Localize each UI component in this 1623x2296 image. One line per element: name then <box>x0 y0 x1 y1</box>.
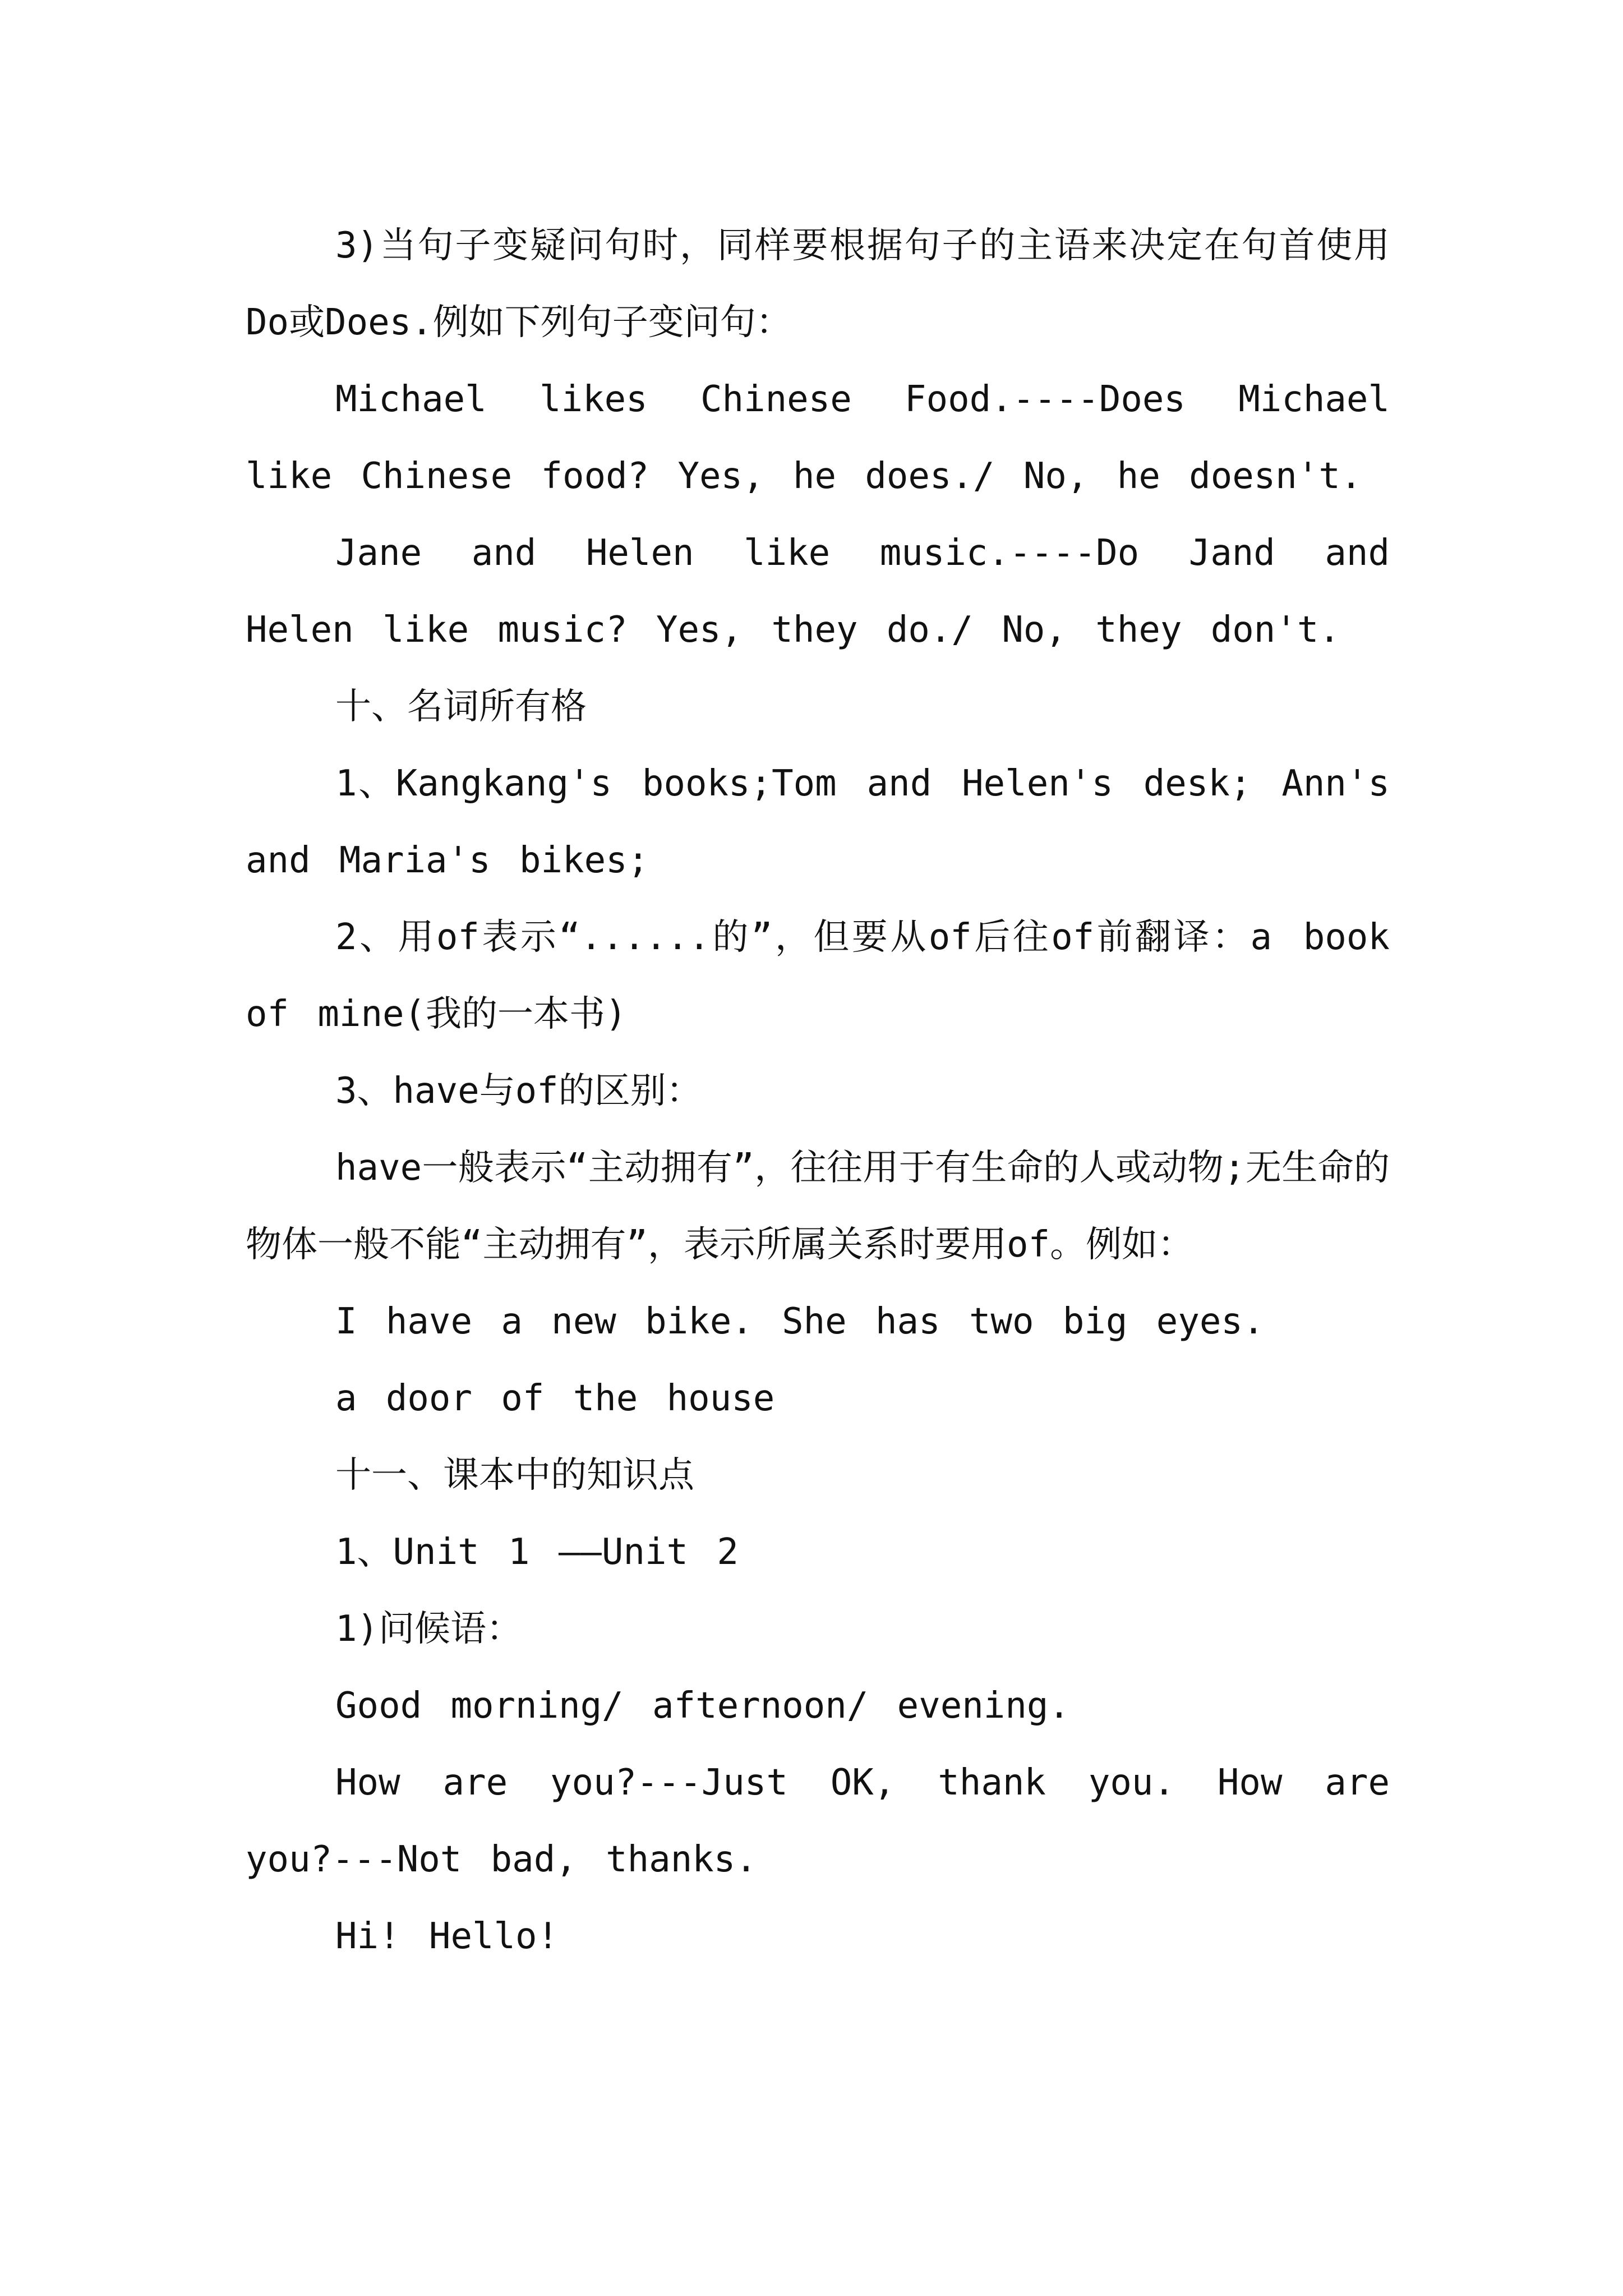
paragraph-how-are-you: How are you?---Just OK, thank you. How are you?---Not bad, thanks. <box>246 1762 1390 1880</box>
paragraph-greeting-times: Good morning/ afternoon/ evening. <box>335 1685 1070 1727</box>
paragraph-possessive-2: 2、用of表示“......的”，但要从of后往of前翻译：a book of mine(我的一本书) <box>246 917 1390 1035</box>
paragraph-hi-hello: Hi! Hello! <box>335 1916 559 1957</box>
section-heading-knowledge: 十一、课本中的知识点 <box>335 1455 694 1496</box>
paragraph-question-rule: 3)当句子变疑问句时，同样要根据句子的主语来决定在句首使用Do或Does.例如下列句子变问句： <box>246 225 1390 343</box>
section-heading-possessive: 十、名词所有格 <box>335 686 587 728</box>
paragraph-example-jane: Jane and Helen like music.----Do Jand and Helen like music? Yes, they do./ No, they don't. <box>246 532 1390 651</box>
paragraph-example-of: a door of the house <box>335 1378 775 1419</box>
paragraph-example-michael: Michael likes Chinese Food.----Does Michael like Chinese food? Yes, he does./ No, he doesn't. <box>246 379 1390 497</box>
document-body <box>246 208 1390 1975</box>
paragraph-unit-range: 1、Unit 1 ——Unit 2 <box>335 1531 739 1573</box>
paragraph-greetings-heading: 1)问候语： <box>335 1608 523 1650</box>
paragraph-possessive-3: 3、have与of的区别： <box>335 1070 702 1112</box>
paragraph-possessive-1: 1、Kangkang's books;Tom and Helen's desk; Ann's and Maria's bikes; <box>246 763 1390 881</box>
paragraph-example-have: I have a new bike. She has two big eyes. <box>335 1301 1265 1342</box>
paragraph-have-vs-of: have一般表示“主动拥有”，往往用于有生命的人或动物;无生命的物体一般不能“主动拥有”，表示所属关系时要用of。例如： <box>246 1147 1390 1266</box>
